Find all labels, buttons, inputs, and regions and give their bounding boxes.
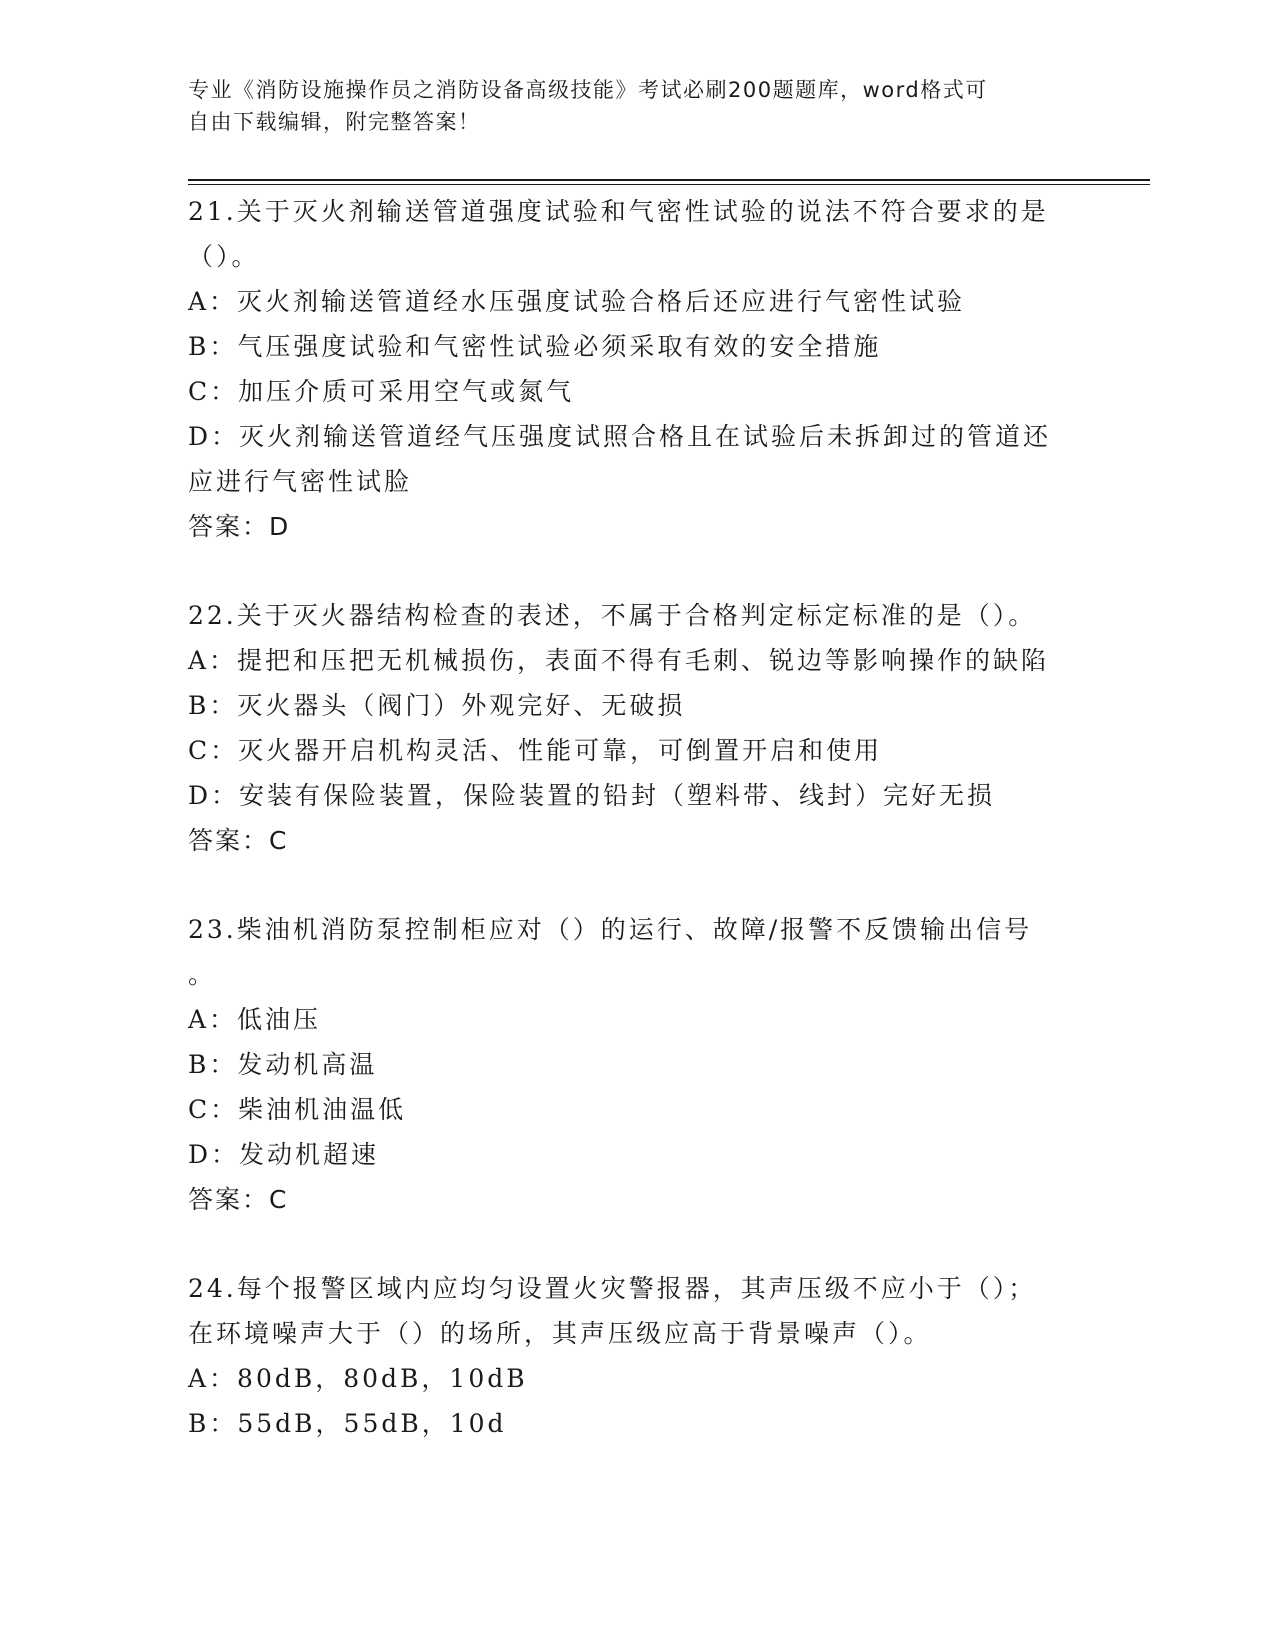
option-line: A：低油压 (188, 1005, 322, 1034)
question-stem-line: 23.柴油机消防泵控制柜应对（）的运行、故障/报警不反馈输出信号 (188, 915, 1033, 944)
option-continuation-line: 应进行气密性试脸 (188, 467, 413, 496)
option-line: A：灭火剂输送管道经水压强度试验合格后还应进行气密性试验 (188, 287, 966, 316)
option-line: D：安装有保险装置，保险装置的铅封（塑料带、线封）完好无损 (188, 781, 996, 810)
option-line: B：55dB，55dB，10d (188, 1409, 507, 1438)
option-line: C：灭火器开启机构灵活、性能可靠，可倒置开启和使用 (188, 736, 883, 765)
header-line-2: 自由下载编辑，附完整答案！ (188, 110, 481, 134)
option-line: A：80dB，80dB，10dB (188, 1364, 528, 1393)
answer-line: 答案：D (188, 512, 291, 541)
option-line: B：灭火器头（阀门）外观完好、无破损 (188, 691, 686, 720)
option-line: D：发动机超速 (188, 1140, 380, 1169)
option-line: A：提把和压把无机械损伤，表面不得有毛刺、锐边等影响操作的缺陷 (188, 646, 1050, 675)
question-list (188, 189, 1088, 1490)
document-header (188, 74, 1068, 138)
question-stem-line: （）。 (188, 242, 260, 271)
question-stem-line: 。 (188, 960, 217, 989)
option-line: D：灭火剂输送管道经气压强度试照合格且在试验后未拆卸过的管道还 (188, 422, 1052, 451)
question-block (188, 189, 1088, 549)
question-block (188, 1266, 1088, 1446)
option-line: C：加压介质可采用空气或氮气 (188, 377, 575, 406)
header-divider-thick (188, 179, 1150, 181)
answer-line: 答案：C (188, 1185, 289, 1214)
question-block (188, 593, 1088, 863)
option-line: B：发动机高温 (188, 1050, 378, 1079)
option-line: B：气压强度试验和气密性试验必须采取有效的安全措施 (188, 332, 882, 361)
question-block (188, 907, 1088, 1222)
question-stem-line: 22.关于灭火器结构检查的表述，不属于合格判定标定标准的是（）。 (188, 601, 1037, 630)
question-stem-line: 在环境噪声大于（）的场所，其声压级应高于背景噪声（）。 (188, 1319, 932, 1348)
answer-line: 答案：C (188, 826, 289, 855)
question-stem-line: 21.关于灭火剂输送管道强度试验和气密性试验的说法不符合要求的是 (188, 197, 1049, 226)
header-divider-thin (188, 184, 1150, 185)
header-line-1: 专业《消防设施操作员之消防设备高级技能》考试必刷200题题库，word格式可 (188, 78, 988, 102)
question-stem-line: 24.每个报警区域内应均匀设置火灾警报器，其声压级不应小于（）； (188, 1274, 1037, 1303)
option-line: C：柴油机油温低 (188, 1095, 407, 1124)
